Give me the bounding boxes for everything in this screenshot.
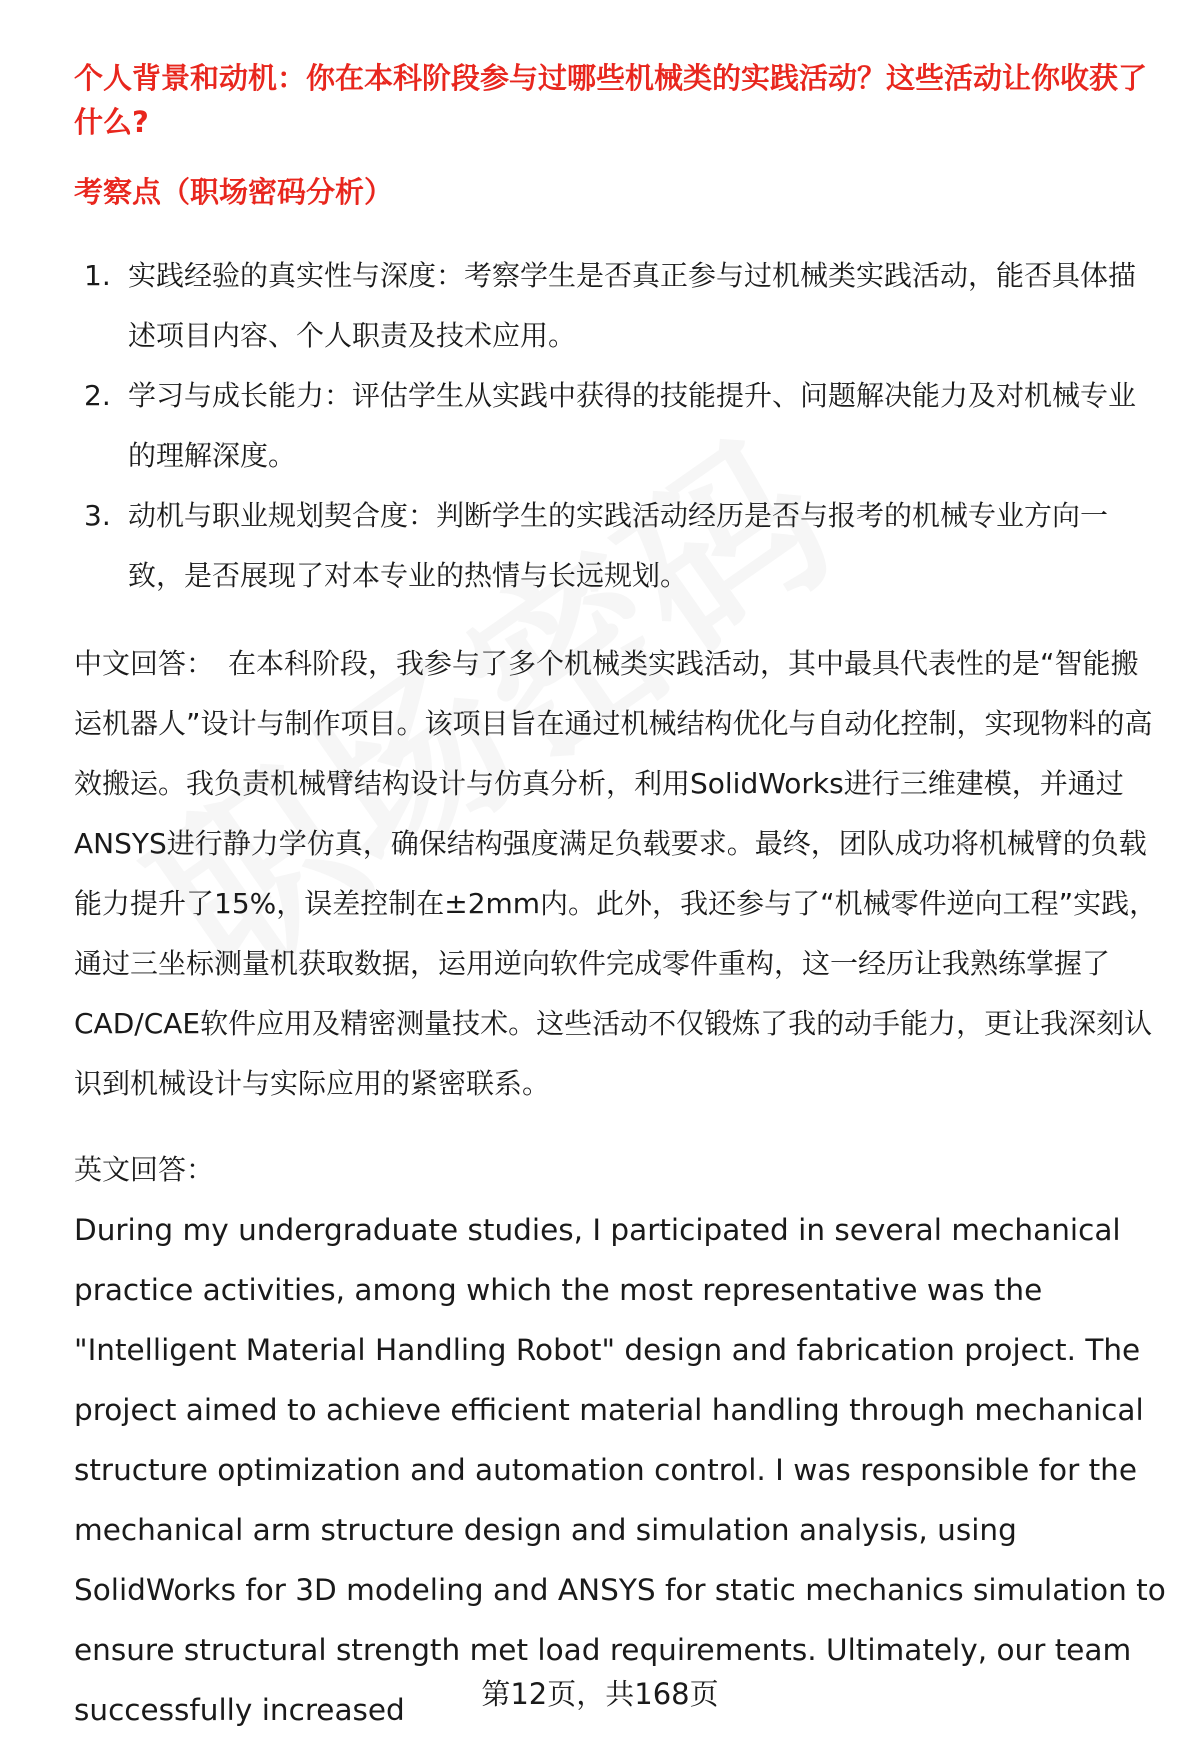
chinese-answer [74,634,1164,1114]
point-text: 学习与成长能力：评估学生从实践中获得的技能提升、问题解决能力及对机械专业的理解深度。 [128,379,1137,472]
section-heading: 考察点（职场密码分析） [74,175,394,209]
point-text: 动机与职业规划契合度：判断学生的实践活动经历是否与报考的机械专业方向一致，是否展现了对本专业的热情与长远规划。 [128,499,1109,592]
question-title: 个人背景和动机：你在本科阶段参与过哪些机械类的实践活动？这些活动让你收获了什么? [74,61,1148,139]
point-number: 3. [84,499,111,532]
chinese-answer-text: 在本科阶段，我参与了多个机械类实践活动，其中最具代表性的是“智能搬运机器人”设计与制作项目。该项目旨在通过机械结构优化与自动化控制，实现物料的高效搬运。我负责机械臂结构设计与仿真分析，利用SolidWorks进行三维建模，并通过ANSYS进行静力学仿真，确保结构强度满足负载要求。最终，团队成功将机械臂的负载能力提升了15%，误差控制在±2mm内。此外，我还参与了“机械零件逆向工程”实践，通过三坐标测量机获取数据，运用逆向软件完成零件重构，这一经历让我熟练掌握了CAD/CAE软件应用及精密测量技术。这些活动不仅锻炼了我的动手能力，更让我深刻认识到机械设计与实际应用的紧密联系。 [74,647,1158,1100]
assessment-point [74,246,1154,366]
chinese-answer-label: 中文回答： [74,647,215,680]
assessment-point [74,486,1154,606]
english-answer-label: 英文回答： [74,1153,215,1186]
point-number: 2. [84,379,111,412]
assessment-point [74,366,1154,486]
point-number: 1. [84,259,111,292]
point-text: 实践经验的真实性与深度：考察学生是否真正参与过机械类实践活动，能否具体描述项目内容、个人职责及技术应用。 [128,259,1137,352]
page-footer: 第12页，共168页 [481,1677,719,1711]
english-answer-text: During my undergraduate studies, I participated in several mechanical practice activities, among which the most representative was the "Intelligent Material Handling Robot" design and fabrication project. The project aimed to achieve efficient material handling through mechanical structure optimization and automation control. I was responsible for the mechanical arm structure design and simulation analysis, using SolidWorks for 3D modeling and ANSYS for static mechanics simulation to ensure structural strength met load requirements. Ultimately, our team successfully increased [74,1213,1166,1727]
assessment-points-list [74,246,1154,606]
